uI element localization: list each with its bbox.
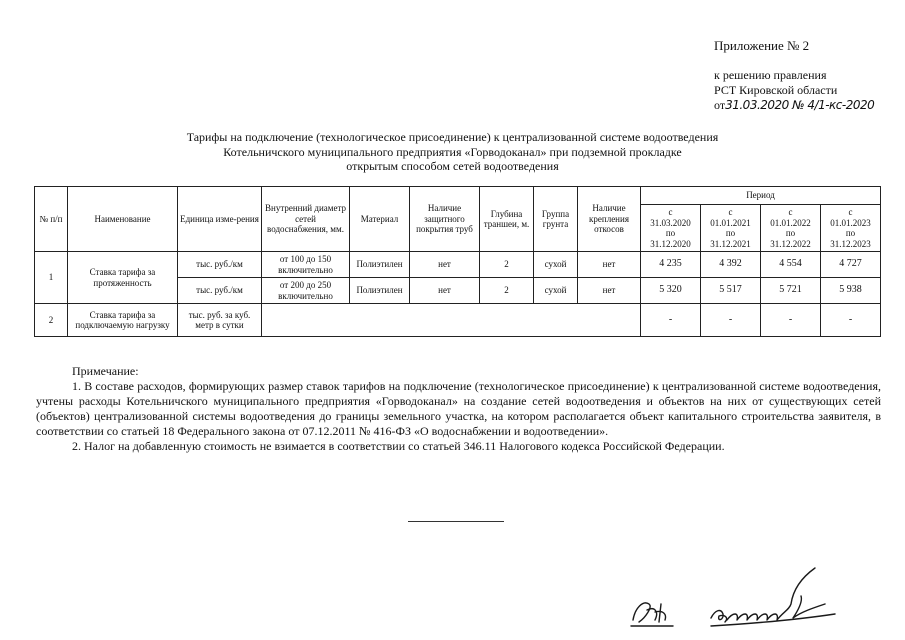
- row1b-soil: сухой: [534, 278, 578, 304]
- row1a-value-3: 4 554: [761, 252, 821, 278]
- separator-line: [408, 521, 504, 522]
- row2-value-4: -: [821, 304, 881, 337]
- document-title: [0, 130, 905, 174]
- decision-line-1: к решению правления: [714, 68, 827, 82]
- note-item-1: 1. В составе расходов, формирующих размер ставок тарифов на подключение (технологическое присоединение) к централизованной системе водоотведения, учтены расходы Котельничского муниципального предприятия «Горводоканал» на создание сетей водоотведения и объектов на них от существующих сетей (объектов) централизованной системы водоотведения до границы земельного участка, на котором располагается объект капитального строительства заявителя, в соответствии со статьей 18 Федерального закона от 07.12.2011 № 416-ФЗ «О водоснабжении и водоотведении».: [36, 379, 881, 438]
- note-item-2: 2. Налог на добавленную стоимость не взимается в соответствии со статьей 346.11 Налогового кодекса Российской Федерации.: [72, 439, 725, 453]
- row1a-protective: нет: [410, 252, 480, 278]
- row1b-value-3: 5 721: [761, 278, 821, 304]
- row2-value-3: -: [761, 304, 821, 337]
- row1b-slopes: нет: [578, 278, 641, 304]
- row1a-material: Полиэтилен: [350, 252, 410, 278]
- row1b-material: Полиэтилен: [350, 278, 410, 304]
- appendix-label: Приложение № 2: [714, 38, 810, 53]
- header-period-2: с 01.01.2021 по 31.12.2021: [701, 205, 761, 252]
- title-line-2: Котельничского муниципального предприятия «Горводоканал» при подземной прокладке: [223, 144, 682, 159]
- decision-line-2: РСТ Кировской области: [714, 83, 838, 97]
- header-name: Наименование: [68, 187, 178, 252]
- header-period: Период: [641, 187, 881, 205]
- tariff-table: [34, 186, 881, 337]
- header-slopes: Наличие крепления откосов: [578, 187, 641, 252]
- header-period-3: с 01.01.2022 по 31.12.2022: [761, 205, 821, 252]
- row1b-protective: нет: [410, 278, 480, 304]
- table-row: [35, 252, 881, 278]
- notes-section: [36, 364, 881, 454]
- row2-name: Ставка тарифа за подключаемую нагрузку: [68, 304, 178, 337]
- header-period-1: с 31.03.2020 по 31.12.2020: [641, 205, 701, 252]
- row1-name: Ставка тарифа за протяженность: [68, 252, 178, 304]
- row2-num: 2: [35, 304, 68, 337]
- header-diameter: Внутренний диаметр сетей водоснабжения, мм.: [262, 187, 350, 252]
- row1-num: 1: [35, 252, 68, 304]
- title-line-1: Тарифы на подключение (технологическое присоединение) к централизованной системе водоотведения: [186, 130, 719, 144]
- header-unit: Единица изме-рения: [178, 187, 262, 252]
- row1b-value-4: 5 938: [821, 278, 881, 304]
- signature-image: [625, 560, 865, 636]
- row1b-value-2: 5 517: [701, 278, 761, 304]
- table-row: [35, 304, 881, 337]
- row1a-value-2: 4 392: [701, 252, 761, 278]
- row1b-value-1: 5 320: [641, 278, 701, 304]
- row1a-slopes: нет: [578, 252, 641, 278]
- decision-handwritten-number: 31.03.2020 № 4/1-кс-2020: [725, 98, 875, 112]
- row1a-value-4: 4 727: [821, 252, 881, 278]
- decision-reference: [714, 68, 874, 113]
- row1a-diameter: от 100 до 150 включительно: [262, 252, 350, 278]
- row1b-diameter: от 200 до 250 включительно: [262, 278, 350, 304]
- table-header-row-1: [35, 187, 881, 205]
- header-num: № п/п: [35, 187, 68, 252]
- row1b-depth: 2: [480, 278, 534, 304]
- header-soil: Группа грунта: [534, 187, 578, 252]
- header-material: Материал: [350, 187, 410, 252]
- row1b-unit: тыс. руб./км: [178, 278, 262, 304]
- row1a-value-1: 4 235: [641, 252, 701, 278]
- row1a-depth: 2: [480, 252, 534, 278]
- header-depth: Глубина траншеи, м.: [480, 187, 534, 252]
- row1a-unit: тыс. руб./км: [178, 252, 262, 278]
- notes-title: Примечание:: [72, 364, 139, 378]
- row2-empty-cell: [262, 304, 641, 337]
- header-period-4: с 01.01.2023 по 31.12.2023: [821, 205, 881, 252]
- row2-value-1: -: [641, 304, 701, 337]
- row2-unit: тыс. руб. за куб. метр в сутки: [178, 304, 262, 337]
- row1a-soil: сухой: [534, 252, 578, 278]
- decision-prefix: от: [714, 98, 726, 112]
- title-line-3: открытым способом сетей водоотведения: [346, 159, 559, 173]
- row2-value-2: -: [701, 304, 761, 337]
- decision-line-3: [714, 98, 874, 113]
- header-protective: Наличие защитного покрытия труб: [410, 187, 480, 252]
